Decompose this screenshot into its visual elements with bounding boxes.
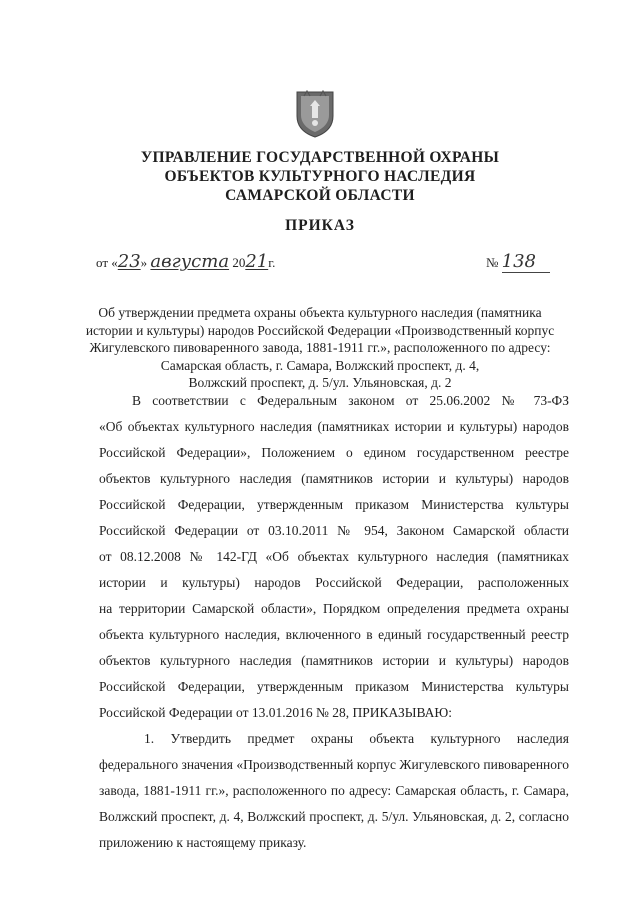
date-year-prefix: 20 — [232, 255, 246, 270]
date-suffix: г. — [268, 255, 276, 270]
subject-line: Об утверждении предмета охраны объекта культурного наследия (памятника — [98, 305, 542, 320]
body-line: Российской Федерации от 13.01.2016 № 28, ПРИКАЗЫВАЮ: — [99, 705, 453, 720]
header-line: САМАРСКОЙ ОБЛАСТИ — [225, 187, 415, 204]
body-line: «Об объектах культурного наследия (памятниках истории и культуры) народов — [99, 419, 569, 434]
body-line: объектов культурного наследия (памятников истории и культуры) народов — [99, 471, 569, 486]
order-number — [486, 251, 550, 273]
body-line: Российской Федерации, утвержденным приказом Министерства культуры — [99, 497, 569, 512]
order-date — [96, 251, 275, 272]
header-line: ОБЪЕКТОВ КУЛЬТУРНОГО НАСЛЕДИЯ — [164, 168, 476, 185]
date-mid: » — [140, 255, 148, 270]
item-1-line: 1. Утвердить предмет охраны объекта культурного наследия — [144, 731, 569, 746]
body-line: федерального значения «Производственный корпус Жигулевского пивоваренного — [99, 757, 569, 772]
document-type-title: ПРИКАЗ — [285, 217, 355, 234]
date-day: 23 — [117, 251, 141, 272]
date-year: 21 — [245, 251, 269, 272]
body-line: объектов культурного наследия (памятников истории и культуры) народов — [99, 653, 569, 668]
date-month: августа — [150, 251, 230, 272]
subject-line: Жигулевского пивоваренного завода, 1881-1911 гг.», расположенного по адресу: — [89, 340, 551, 356]
subject-line: истории и культуры) народов Российской Федерации «Производственный корпус — [85, 322, 555, 338]
body-line: Российской Федерации, утвержденным приказом Министерства культуры — [99, 679, 569, 694]
body-line: Волжский проспект, д. 4, Волжский проспект, д. 5/ул. Ульяновская, д. 2, согласно — [99, 809, 569, 824]
body-line: Российской Федерации», Положением о едином государственном реестре — [99, 445, 569, 460]
body-line: истории и культуры) народов Российской Федерации, расположенных — [99, 575, 569, 590]
subject-line: Волжский проспект, д. 5/ул. Ульяновская, д. 2 — [188, 375, 452, 391]
body-line: на территории Самарской области», Порядком определения предмета охраны — [99, 601, 569, 616]
body-line: приложению к настоящему приказу. — [99, 835, 307, 850]
body-line: завода, 1881-1911 гг.», расположенного по адресу: Самарская область, г. Самара, — [99, 783, 569, 798]
number-label: № — [486, 255, 499, 270]
body-line: от 08.12.2008 № 142-ГД «Об объектах культурного наследия (памятниках — [99, 549, 569, 564]
header-line: УПРАВЛЕНИЕ ГОСУДАРСТВЕННОЙ ОХРАНЫ — [140, 149, 500, 166]
issuer-header — [0, 148, 640, 205]
date-prefix: от « — [96, 255, 118, 270]
body-line: объекта культурного наследия, включенного в единый государственный реестр — [99, 627, 569, 642]
body-line: В соответствии с Федеральным законом от 25.06.2002 № 73-ФЗ — [132, 393, 569, 408]
body-line: Российской Федерации от 03.10.2011 № 954, Законом Самарской области — [99, 523, 569, 538]
number-value: 138 — [501, 251, 537, 272]
subject-line: Самарская область, г. Самара, Волжский проспект, д. 4, — [160, 357, 480, 373]
order-subject — [60, 304, 580, 392]
coat-of-arms-icon — [294, 90, 336, 138]
